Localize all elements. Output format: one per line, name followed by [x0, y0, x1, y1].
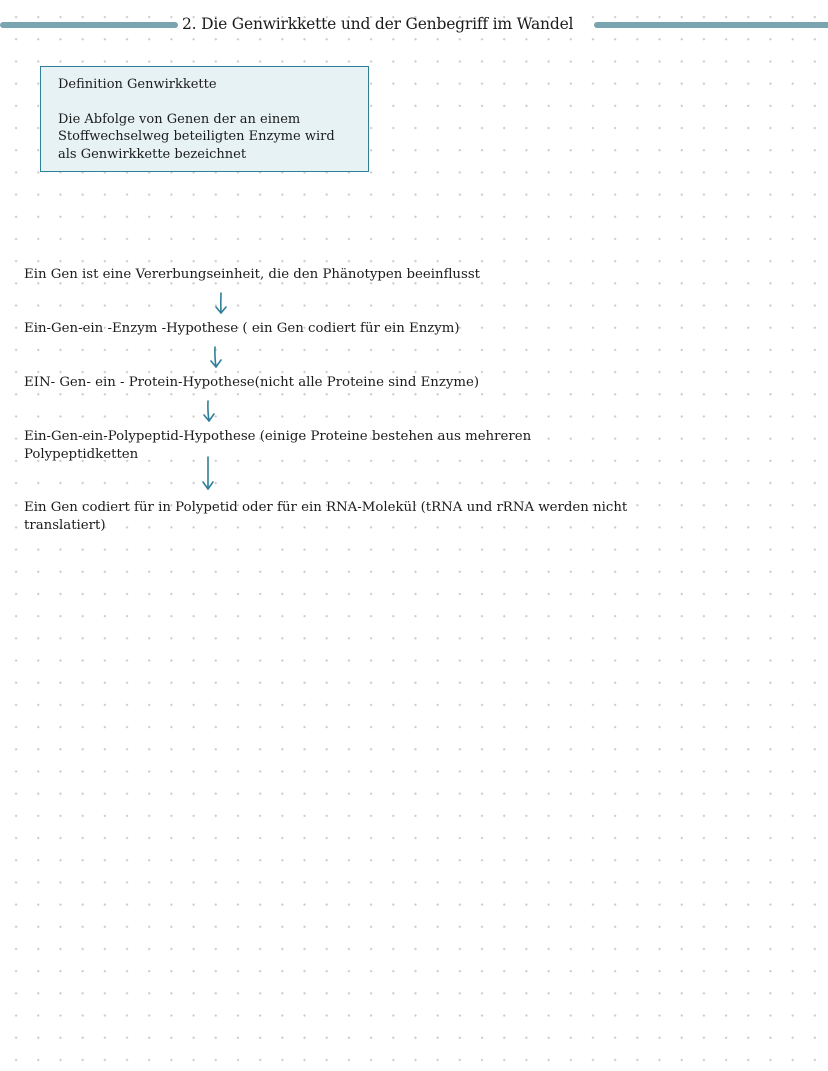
definition-heading: Definition Genwirkkette	[58, 77, 217, 92]
page-header	[0, 13, 828, 39]
arrow-down-icon	[200, 455, 216, 493]
definition-line: als Genwirkkette bezeichnet	[58, 146, 247, 162]
arrow-down-icon	[208, 345, 224, 371]
arrow-down-icon	[201, 399, 217, 425]
chain-step-gene-codes-polypeptide-or-rna-cont: translatiert)	[24, 518, 106, 533]
chain-step-one-gene-one-enzyme: Ein-Gen-ein -Enzym -Hypothese ( ein Gen codiert für ein Enzym)	[24, 321, 460, 336]
chain-step-gene-codes-polypeptide-or-rna: Ein Gen codiert für in Polypetid oder für ein RNA-Molekül (tRNA und rRNA werden nicht	[24, 500, 628, 515]
chain-step-one-gene-one-protein: EIN- Gen- ein - Protein-Hypothese(nicht alle Proteine sind Enzyme)	[24, 375, 480, 390]
page-title: 2. Die Genwirkkette und der Genbegriff im Wandel	[182, 15, 574, 33]
chain-step-gene-unit: Ein Gen ist eine Vererbungseinheit, die den Phänotypen beeinflusst	[24, 267, 480, 282]
header-rule-right	[594, 22, 828, 28]
chain-step-one-gene-one-polypeptide-cont: Polypeptidketten	[24, 447, 139, 462]
arrow-down-icon	[213, 291, 229, 317]
definition-line: Stoffwechselweg beteiligten Enzyme wird	[58, 129, 335, 144]
definition-box	[40, 66, 369, 172]
definition-line: Die Abfolge von Genen der an einem	[58, 111, 301, 127]
chain-step-one-gene-one-polypeptide: Ein-Gen-ein-Polypeptid-Hypothese (einige Proteine bestehen aus mehreren	[24, 429, 532, 444]
header-rule-left	[0, 22, 178, 28]
